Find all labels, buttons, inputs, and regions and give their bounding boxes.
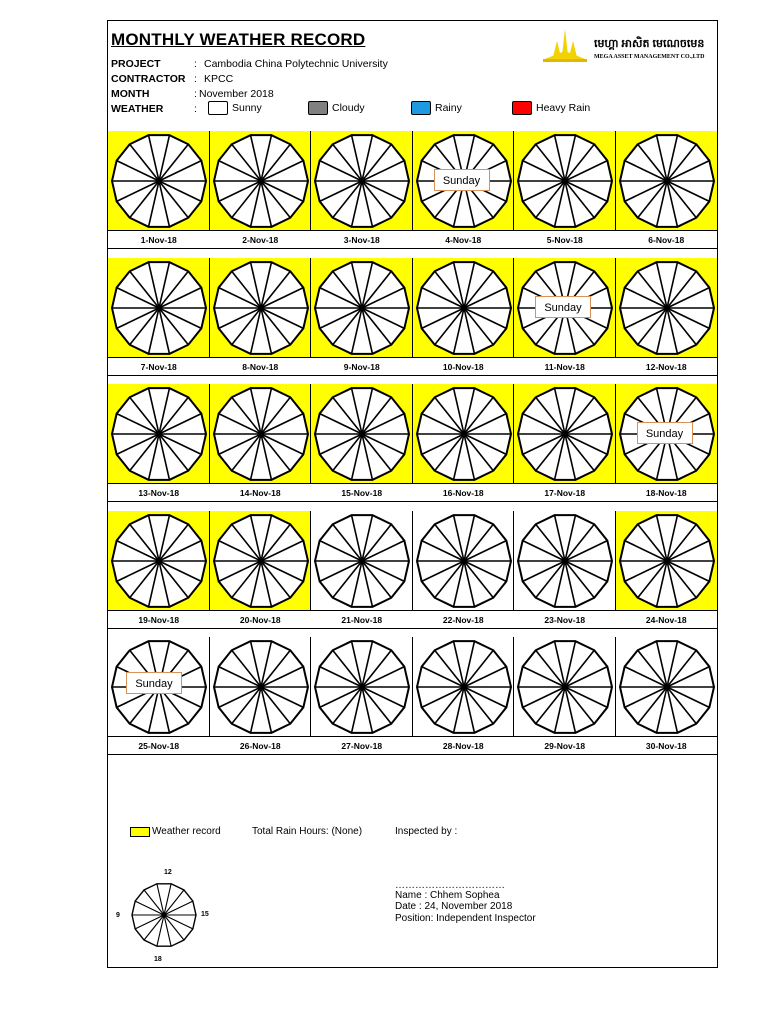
mega-logo-icon bbox=[541, 27, 589, 65]
day-date: 26-Nov-18 bbox=[239, 741, 281, 752]
weather-clock-dial[interactable] bbox=[516, 132, 614, 230]
weather-clock-dial[interactable] bbox=[110, 512, 208, 610]
sunny-swatch bbox=[208, 101, 228, 115]
day-dial-area bbox=[514, 384, 616, 483]
day-date: 3-Nov-18 bbox=[343, 235, 380, 245]
day-dial-area bbox=[413, 131, 515, 230]
day-dial-area bbox=[311, 511, 413, 610]
day-cell[interactable] bbox=[616, 131, 718, 249]
day-date: 29-Nov-18 bbox=[544, 741, 586, 752]
day-dial-area bbox=[616, 637, 718, 736]
sunday-label: Sunday bbox=[535, 296, 591, 318]
day-cell[interactable] bbox=[413, 131, 515, 249]
day-dial-area bbox=[210, 511, 312, 610]
inspector-name: Name : Chhem Sophea bbox=[395, 890, 500, 901]
day-dial-area bbox=[108, 131, 210, 230]
day-dial-area bbox=[413, 637, 515, 736]
clock-label-9: 9 bbox=[116, 912, 120, 919]
weather-clock-dial[interactable] bbox=[618, 512, 716, 610]
day-dial-area bbox=[311, 637, 413, 736]
weather-clock-dial[interactable] bbox=[212, 259, 310, 357]
day-cell[interactable] bbox=[413, 258, 515, 376]
month-value: November 2018 bbox=[199, 88, 274, 100]
day-dial-area bbox=[514, 131, 616, 230]
day-date: 13-Nov-18 bbox=[138, 488, 180, 499]
cloudy-swatch bbox=[308, 101, 328, 115]
day-cell[interactable] bbox=[514, 511, 616, 629]
day-dial-area bbox=[210, 384, 312, 483]
day-cell[interactable] bbox=[210, 258, 312, 376]
day-cell[interactable] bbox=[514, 637, 616, 755]
weather-clock-dial[interactable] bbox=[415, 512, 513, 610]
day-date: 1-Nov-18 bbox=[140, 235, 177, 245]
rainy-swatch bbox=[411, 101, 431, 115]
week-row bbox=[108, 637, 717, 755]
inspector-position: Position: Independent Inspector bbox=[395, 913, 536, 924]
day-date: 28-Nov-18 bbox=[442, 741, 484, 752]
day-cell[interactable] bbox=[311, 131, 413, 249]
weather-clock-dial[interactable] bbox=[110, 385, 208, 483]
weather-clock-dial[interactable] bbox=[618, 638, 716, 736]
day-cell[interactable] bbox=[108, 258, 210, 376]
day-cell[interactable] bbox=[514, 258, 616, 376]
clock-label-18: 18 bbox=[154, 956, 162, 963]
day-cell[interactable] bbox=[311, 384, 413, 502]
day-cell[interactable] bbox=[311, 637, 413, 755]
contractor-value: KPCC bbox=[204, 73, 234, 85]
weather-clock-dial[interactable] bbox=[415, 638, 513, 736]
weather-record-label: Weather record bbox=[152, 826, 221, 837]
weather-record-swatch bbox=[130, 827, 150, 837]
day-dial-area bbox=[311, 384, 413, 483]
colon: : bbox=[194, 58, 197, 70]
legend-cloudy-label: Cloudy bbox=[332, 102, 365, 114]
day-cell[interactable] bbox=[616, 384, 718, 502]
day-dial-area bbox=[616, 384, 718, 483]
day-cell[interactable] bbox=[514, 131, 616, 249]
day-dial-area bbox=[514, 637, 616, 736]
weather-clock-dial[interactable] bbox=[313, 512, 411, 610]
weather-clock-dial[interactable] bbox=[618, 132, 716, 230]
colon: : bbox=[194, 88, 197, 100]
day-cell[interactable] bbox=[108, 131, 210, 249]
weather-record-sheet bbox=[107, 20, 718, 968]
day-date: 11-Nov-18 bbox=[544, 361, 585, 372]
week-row bbox=[108, 384, 717, 502]
logo-company-name: MEGA ASSET MANAGEMENT CO.,LTD bbox=[594, 54, 705, 60]
day-date: 22-Nov-18 bbox=[442, 614, 484, 625]
day-cell[interactable] bbox=[210, 131, 312, 249]
weather-clock-dial[interactable] bbox=[212, 132, 310, 230]
weather-clock-dial[interactable] bbox=[415, 385, 513, 483]
weather-clock-dial[interactable] bbox=[516, 385, 614, 483]
day-dial-area bbox=[616, 511, 718, 610]
weather-clock-dial[interactable] bbox=[516, 638, 614, 736]
weather-label: WEATHER bbox=[111, 103, 164, 115]
day-dial-area bbox=[108, 384, 210, 483]
day-cell[interactable] bbox=[413, 511, 515, 629]
week-row bbox=[108, 131, 717, 249]
day-date: 15-Nov-18 bbox=[341, 488, 383, 499]
day-date: 5-Nov-18 bbox=[546, 235, 583, 245]
day-date: 7-Nov-18 bbox=[140, 361, 177, 372]
legend-sunny-label: Sunny bbox=[232, 102, 262, 114]
day-cell[interactable] bbox=[108, 511, 210, 629]
day-cell[interactable] bbox=[616, 258, 718, 376]
day-date: 21-Nov-18 bbox=[341, 614, 383, 625]
day-dial-area bbox=[210, 131, 312, 230]
day-date: 14-Nov-18 bbox=[239, 488, 281, 499]
day-cell[interactable] bbox=[210, 637, 312, 755]
inspection-date: Date : 24, November 2018 bbox=[395, 901, 513, 912]
day-dial-area bbox=[210, 637, 312, 736]
footer bbox=[108, 754, 717, 968]
clock-label-12: 12 bbox=[164, 869, 172, 876]
colon: : bbox=[194, 103, 197, 115]
day-dial-area bbox=[413, 258, 515, 357]
weather-clock-dial[interactable] bbox=[415, 259, 513, 357]
company-logo bbox=[541, 27, 716, 67]
weather-clock-dial[interactable] bbox=[313, 259, 411, 357]
day-date: 6-Nov-18 bbox=[648, 235, 685, 245]
day-date: 24-Nov-18 bbox=[645, 614, 687, 625]
heavy-rain-swatch bbox=[512, 101, 532, 115]
weather-clock-dial[interactable] bbox=[313, 132, 411, 230]
day-date: 16-Nov-18 bbox=[442, 488, 484, 499]
legend-rainy-label: Rainy bbox=[435, 102, 462, 114]
day-date: 25-Nov-18 bbox=[138, 741, 180, 752]
weather-clock-dial[interactable] bbox=[110, 132, 208, 230]
weather-clock-dial[interactable] bbox=[618, 259, 716, 357]
weather-clock-dial[interactable] bbox=[110, 259, 208, 357]
legend-heavy-rain-label: Heavy Rain bbox=[536, 102, 591, 114]
day-dial-area bbox=[108, 258, 210, 357]
signature-line: …………………………… bbox=[395, 880, 505, 891]
contractor-label: CONTRACTOR bbox=[111, 73, 186, 85]
total-rain-hours: Total Rain Hours: (None) bbox=[252, 826, 363, 837]
day-cell[interactable] bbox=[413, 384, 515, 502]
day-dial-area bbox=[210, 258, 312, 357]
project-label: PROJECT bbox=[111, 58, 161, 70]
day-dial-area bbox=[413, 511, 515, 610]
day-date: 18-Nov-18 bbox=[645, 488, 687, 499]
page-title: MONTHLY WEATHER RECORD bbox=[111, 30, 366, 49]
day-cell[interactable] bbox=[616, 511, 718, 629]
day-date: 19-Nov-18 bbox=[138, 614, 180, 625]
colon: : bbox=[194, 73, 197, 85]
day-date: 17-Nov-18 bbox=[544, 488, 586, 499]
day-date: 12-Nov-18 bbox=[645, 361, 687, 372]
day-date: 9-Nov-18 bbox=[343, 361, 380, 372]
weather-clock-dial[interactable] bbox=[313, 638, 411, 736]
day-date: 8-Nov-18 bbox=[242, 361, 279, 372]
day-cell[interactable] bbox=[514, 384, 616, 502]
day-date: 20-Nov-18 bbox=[239, 614, 281, 625]
day-dial-area bbox=[616, 131, 718, 230]
day-dial-area bbox=[616, 258, 718, 357]
weather-clock-dial[interactable] bbox=[212, 512, 310, 610]
month-label: MONTH bbox=[111, 88, 150, 100]
logo-khmer-name: មេហ្គា អាសិត មេណេចមេន bbox=[594, 38, 705, 50]
project-value: Cambodia China Polytechnic University bbox=[204, 58, 388, 70]
weather-clock-dial[interactable] bbox=[516, 512, 614, 610]
day-cell[interactable] bbox=[210, 511, 312, 629]
day-date: 30-Nov-18 bbox=[645, 741, 687, 752]
day-date: 23-Nov-18 bbox=[544, 614, 586, 625]
weather-clock-dial[interactable] bbox=[313, 385, 411, 483]
sunday-label: Sunday bbox=[434, 169, 490, 191]
day-dial-area bbox=[514, 511, 616, 610]
week-row bbox=[108, 511, 717, 629]
day-dial-area bbox=[311, 131, 413, 230]
day-dial-area bbox=[413, 384, 515, 483]
day-cell[interactable] bbox=[108, 384, 210, 502]
inspected-by-label: Inspected by : bbox=[395, 826, 458, 837]
day-dial-area bbox=[108, 511, 210, 610]
day-cell[interactable] bbox=[413, 637, 515, 755]
day-cell[interactable] bbox=[210, 384, 312, 502]
day-dial-area bbox=[311, 258, 413, 357]
day-cell[interactable] bbox=[616, 637, 718, 755]
day-dial-area bbox=[514, 258, 616, 357]
sunday-label: Sunday bbox=[126, 672, 182, 694]
day-date: 4-Nov-18 bbox=[445, 235, 482, 245]
weather-clock-dial[interactable] bbox=[212, 638, 310, 736]
day-cell[interactable] bbox=[311, 511, 413, 629]
day-date: 27-Nov-18 bbox=[341, 741, 383, 752]
weather-clock-dial[interactable] bbox=[212, 385, 310, 483]
sunday-label: Sunday bbox=[637, 422, 693, 444]
week-row bbox=[108, 258, 717, 376]
day-date: 10-Nov-18 bbox=[442, 361, 484, 372]
day-cell[interactable] bbox=[311, 258, 413, 376]
day-dial-area bbox=[108, 637, 210, 736]
day-date: 2-Nov-18 bbox=[242, 235, 279, 245]
day-cell[interactable] bbox=[108, 637, 210, 755]
clock-key-diagram bbox=[128, 879, 200, 951]
clock-label-15: 15 bbox=[201, 911, 209, 918]
